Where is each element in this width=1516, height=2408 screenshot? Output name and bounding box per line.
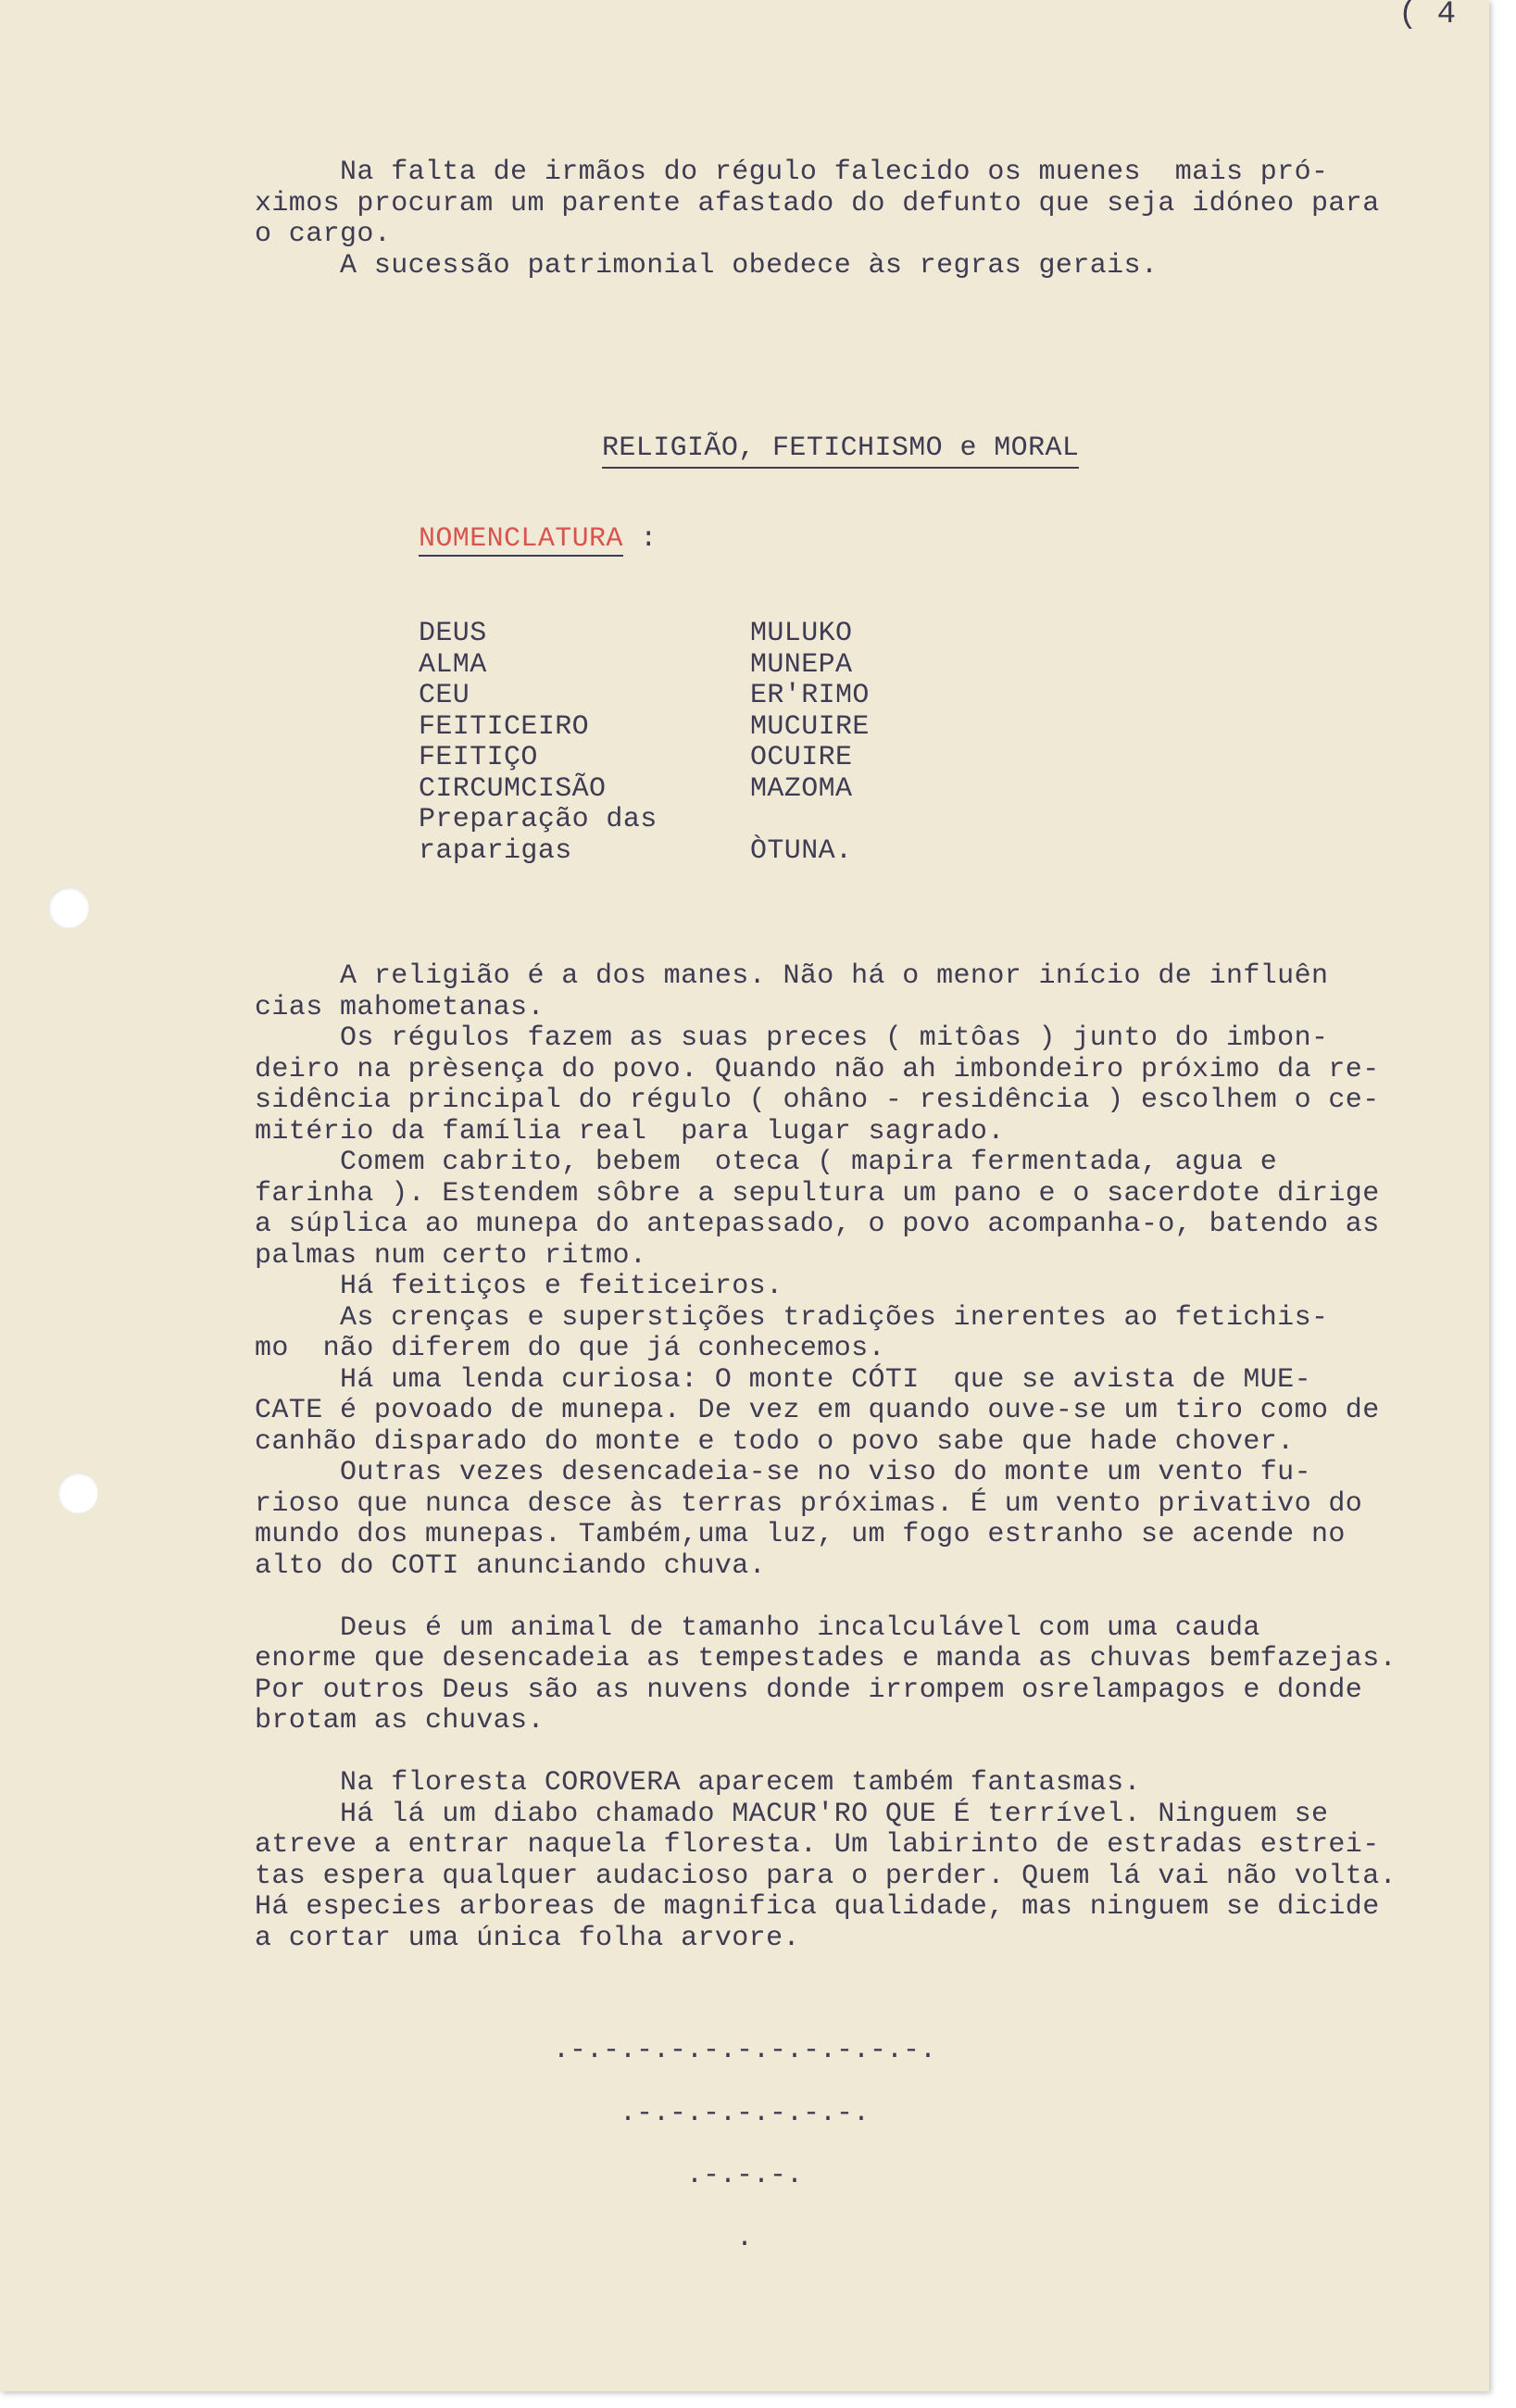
text-line: Por outros Deus são as nuvens donde irrompem osrelampagos e donde [255, 1674, 1363, 1706]
text-line: mo não diferem do que já conhecemos. [255, 1333, 885, 1364]
term-portuguese: CIRCUMCISÃO [419, 772, 607, 805]
section-title: RELIGIÃO, FETICHISMO e MORAL [602, 433, 1079, 469]
term-local: ER'RIMO [750, 680, 870, 711]
term-portuguese: CEU [419, 680, 470, 711]
intro-paragraph [255, 157, 1380, 251]
text-line: o cargo. [255, 219, 392, 250]
text-line: CATE é povoado de munepa. De vez em quando ouve-se um tiro como de [255, 1395, 1380, 1426]
text-line: rioso que nunca desce às terras próximas. É um vento privativo do [255, 1487, 1363, 1520]
nomenclature-heading-text: NOMENCLATURA [419, 523, 623, 555]
ornamental-dividers [0, 2036, 1489, 2286]
body-text [255, 961, 1397, 1954]
divider-line: .-.-.-.-.-.-.-. [619, 2097, 871, 2129]
nomenclature-heading [419, 524, 658, 556]
text-line: ximos procuram um parente afastado do defunto que seja idóneo para [255, 187, 1380, 219]
text-line: As crenças e superstições tradições inerentes ao fetichis- [255, 1301, 1329, 1334]
text-line: Há lá um diabo chamado MACUR'RO QUE É terrível. Ninguem se [255, 1798, 1329, 1830]
term-local: MUNEPA [750, 648, 853, 681]
text-line: a cortar uma única folha arvore. [255, 1922, 800, 1954]
text-line: A sucessão patrimonial obedece às regras gerais. [255, 249, 1159, 282]
nomenclature-local-terms [750, 619, 870, 867]
term-local: MUCUIRE [750, 710, 870, 743]
term-portuguese: FEITIÇO [419, 742, 538, 773]
text-line: farinha ). Estendem sôbre a sepultura um pano e o sacerdote dirige [255, 1177, 1380, 1210]
text-line: A religião é a dos manes. Não há o menor início de influên [255, 960, 1329, 992]
text-line: brotam as chuvas. [255, 1705, 545, 1737]
punch-hole [57, 1473, 98, 1513]
page-number: ( 4 [1398, 0, 1457, 32]
text-line [255, 1737, 1397, 1769]
text-line: alto do COTI anunciando chuva. [255, 1549, 767, 1582]
text-line [255, 1582, 1397, 1613]
divider-line: .-.-.-. [685, 2160, 804, 2191]
text-line: Há feitiços e feiticeiros. [255, 1271, 783, 1302]
text-line: mundo dos munepas. Também,uma luz, um fogo estranho se acende no [255, 1519, 1346, 1550]
term-portuguese: DEUS [419, 618, 487, 649]
text-line: cias mahometanas. [255, 991, 545, 1023]
text-line: atreve a entrar naquela floresta. Um labirinto de estradas estrei- [255, 1829, 1380, 1861]
text-line: canhão disparado do monte e todo o povo sabe que hade chover. [255, 1425, 1295, 1458]
text-line: deiro na prèsença do povo. Quando não ah imbondeiro próximo da re- [255, 1053, 1380, 1085]
text-line: Os régulos fazem as suas preces ( mitôas ) junto do imbon- [255, 1022, 1329, 1054]
nomenclature-heading-colon: : [622, 523, 658, 555]
term-portuguese: ALMA [419, 648, 487, 681]
term-portuguese: Preparação das raparigas [419, 804, 658, 867]
text-line: Na falta de irmãos do régulo falecido os muenes mais pró- [255, 157, 1329, 188]
text-line: tas espera qualquer audacioso para o perder. Quem lá vai não volta. [255, 1860, 1397, 1892]
nomenclature-portuguese-terms [419, 619, 658, 867]
text-line: Outras vezes desencadeia-se no viso do monte um vento fu- [255, 1457, 1311, 1488]
term-local: MULUKO [750, 618, 853, 649]
punch-hole [48, 887, 89, 928]
intro-paragraph [255, 251, 1380, 282]
intro-section [255, 157, 1380, 282]
term-local: MAZOMA [750, 772, 853, 805]
text-line: enorme que desencadeia as tempestades e manda as chuvas bemfazejas. [255, 1643, 1397, 1674]
text-line: palmas num certo ritmo. [255, 1239, 647, 1272]
text-line: sidência principal do régulo ( ohâno - residência ) escolhem o ce- [255, 1085, 1380, 1116]
term-portuguese: FEITICEIRO [419, 710, 590, 743]
term-local: ÒTUNA. [750, 834, 853, 867]
text-line: Na floresta COROVERA aparecem também fantasmas. [255, 1767, 1141, 1799]
text-line: Comem cabrito, bebem oteca ( mapira fermentada, agua e [255, 1147, 1278, 1178]
text-line: mitério da família real para lugar sagrado. [255, 1115, 1005, 1148]
divider-line: . [735, 2222, 753, 2254]
text-line: Há especies arboreas de magnifica qualidade, mas ninguem se dicide [255, 1891, 1380, 1923]
text-line: Deus é um animal de tamanho incalculável com uma cauda [255, 1612, 1260, 1644]
text-line: Há uma lenda curiosa: O monte CÓTI que se avista de MUE- [255, 1363, 1311, 1396]
text-line: a súplica ao munepa do antepassado, o povo acompanha-o, batendo as [255, 1209, 1380, 1240]
term-local: OCUIRE [750, 742, 853, 773]
divider-line: .-.-.-.-.-.-.-.-.-.-.-. [552, 2035, 937, 2066]
